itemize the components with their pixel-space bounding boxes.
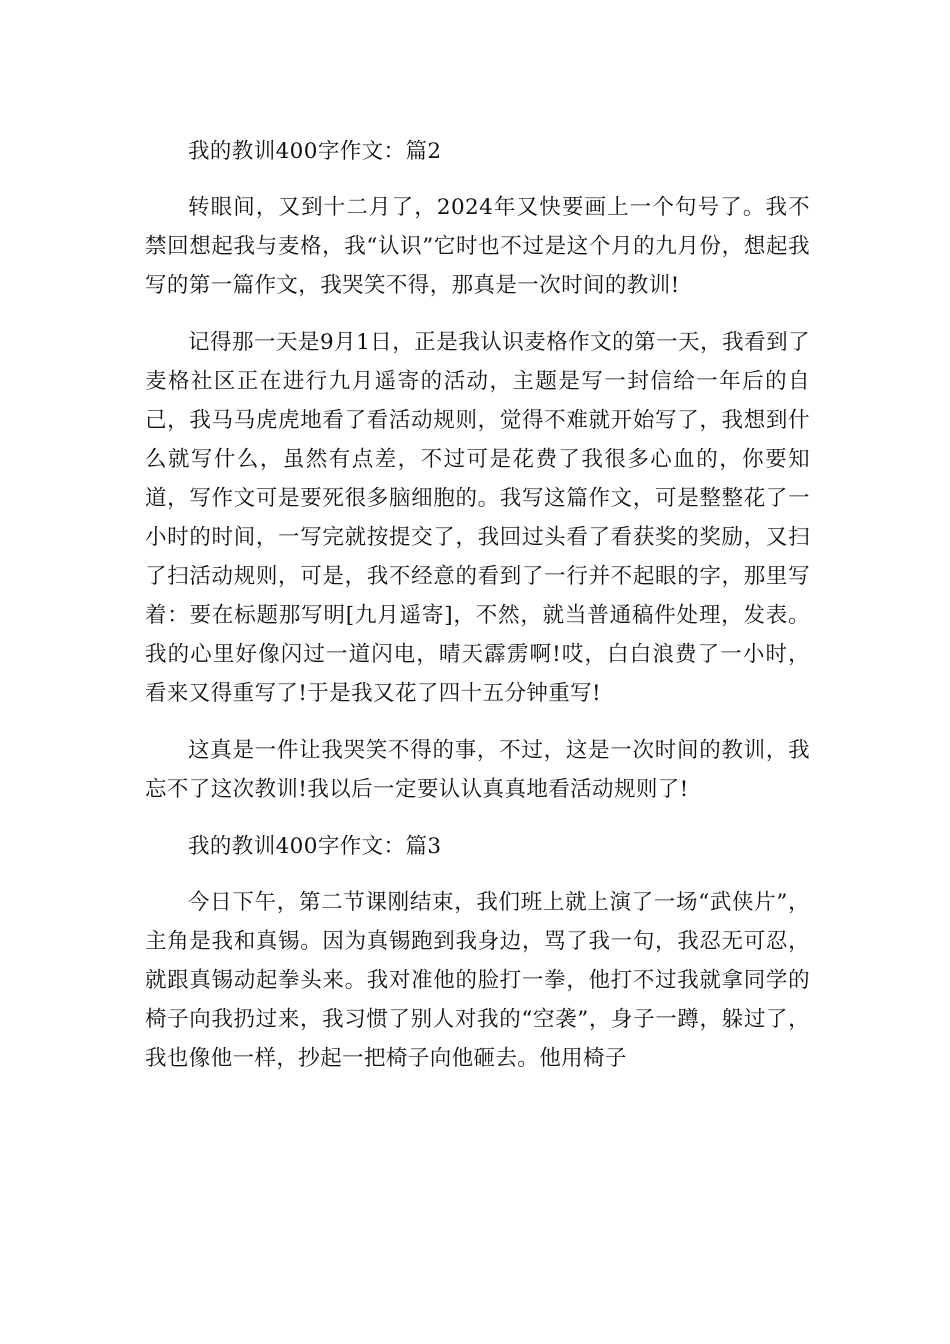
document-body: [145, 132, 810, 1096]
paragraph: 转眼间，又到十二月了，2024年又快要画上一个句号了。我不禁回想起我与麦格，我“认识”它时也不过是这个月的九月份，想起我写的第一篇作文，我哭笑不得，那真是一次时间的教训!: [145, 195, 810, 298]
essay-heading-2: 我的教训400字作文：篇2: [188, 139, 442, 164]
paragraph: 记得那一天是9月1日，正是我认识麦格作文的第一天，我看到了麦格社区正在进行九月遥寄的活动，主题是写一封信给一年后的自己，我马马虎虎地看了看活动规则，觉得不难就开始写了，我想到什么就写什么，虽然有点差，不过可是花费了我很多心血的，你要知道，写作文可是要死很多脑细胞的。我写这篇作文，可是整整花了一小时的时间，一写完就按提交了，我回过头看了看获奖的奖励，又扫了扫活动规则，可是，我不经意的看到了一行并不起眼的字，那里写着：要在标题那写明[九月遥寄]，不然，就当普通稿件处理，发表。我的心里好像闪过一道闪电，晴天霹雳啊!哎，白白浪费了一小时，看来又得重写了!于是我又花了四十五分钟重写!: [145, 330, 810, 706]
essay-heading-3: 我的教训400字作文：篇3: [188, 834, 442, 859]
paragraph: 这真是一件让我哭笑不得的事，不过，这是一次时间的教训，我忘不了这次教训!我以后一定要认认真真地看活动规则了!: [145, 738, 810, 802]
paragraph: 今日下午，第二节课刚结束，我们班上就上演了一场“武侠片”，主角是我和真锡。因为真锡跑到我身边，骂了我一句，我忍无可忍，就跟真锡动起拳头来。我对准他的脸打一拳，他打不过我就拿同学的椅子向我扔过来，我习惯了别人对我的“空袭”，身子一蹲，躲过了，我也像他一样，抄起一把椅子向他砸去。他用椅子: [145, 890, 810, 1071]
